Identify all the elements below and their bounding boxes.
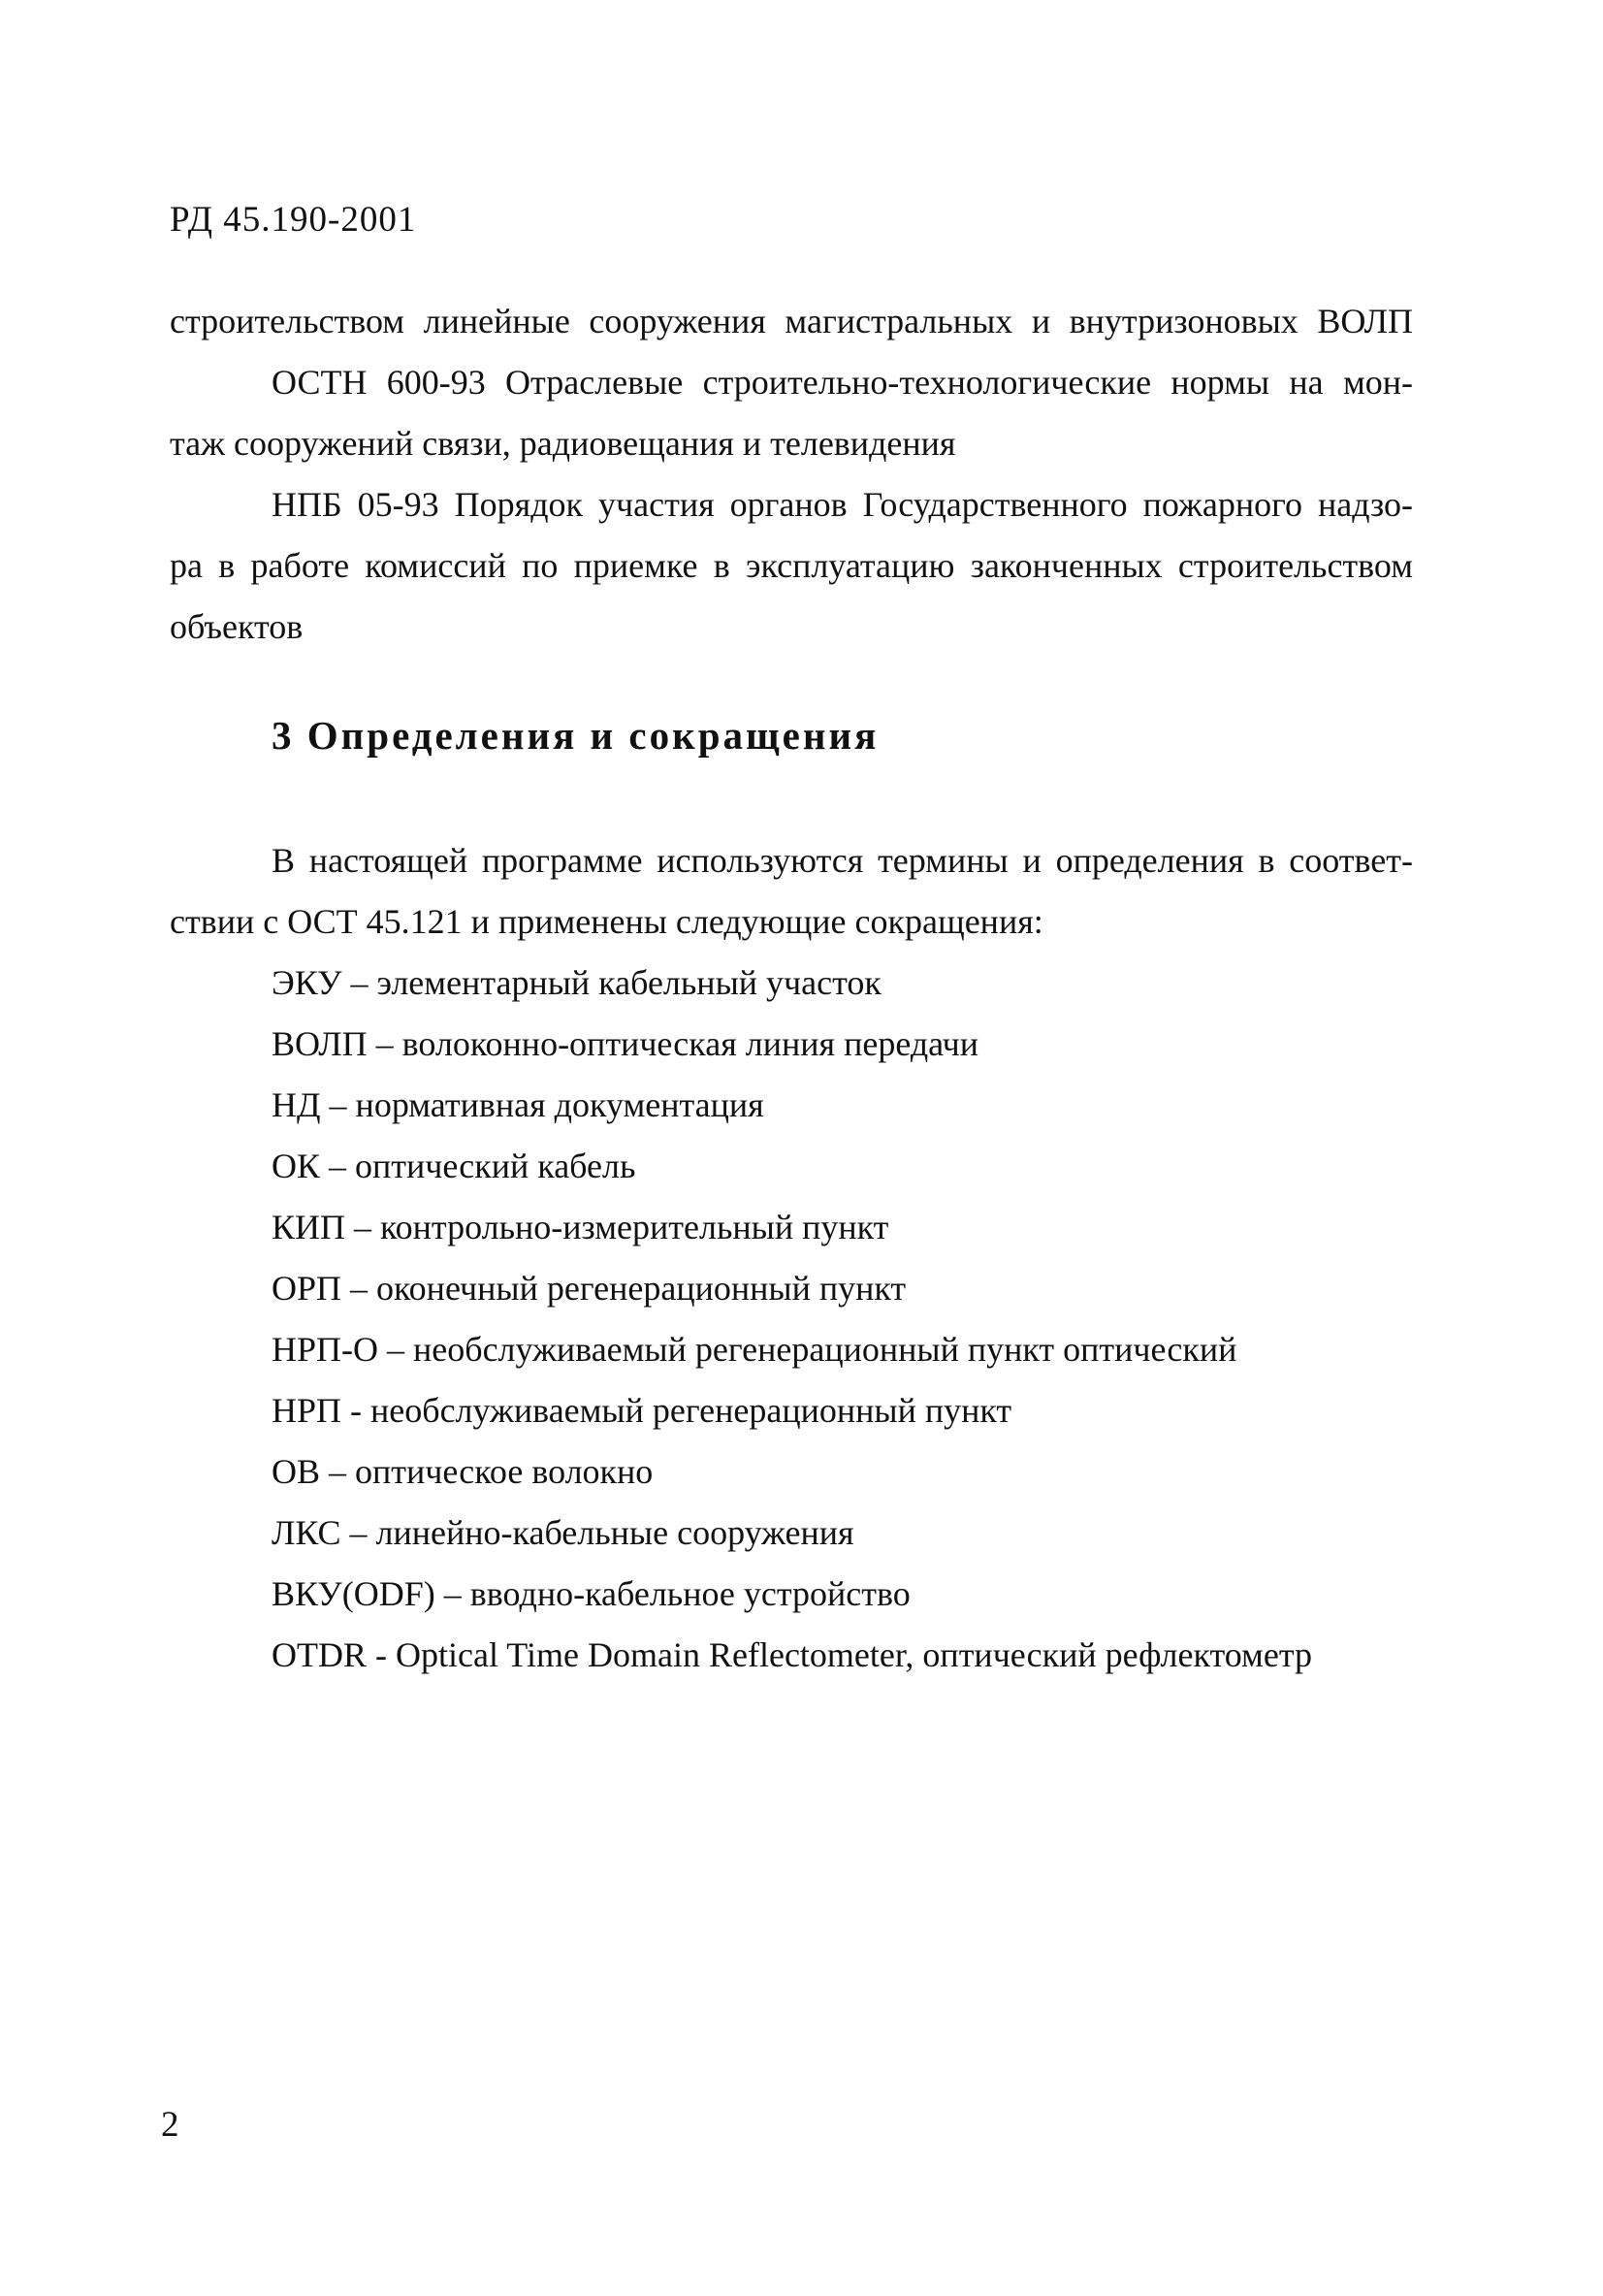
reference-line: ОСТН 600-93 Отраслевые строительно-технологические нормы на мон- bbox=[272, 363, 1413, 402]
intro-line: ствии с ОСТ 45.121 и применены следующие сокращения: bbox=[170, 902, 1043, 941]
reference-line: строительством линейные сооружения магистральных и внутризоновых ВОЛП bbox=[170, 302, 1413, 340]
abbreviation-item: НРП - необслуживаемый регенерационный пункт bbox=[272, 1391, 1012, 1430]
intro-line: В настоящей программе используются термины и определения в соответ- bbox=[272, 841, 1413, 880]
normative-references bbox=[170, 291, 1413, 658]
abbreviation-item: ЭКУ – элементарный кабельный участок bbox=[272, 963, 882, 1002]
reference-line: таж сооружений связи, радиовещания и телевидения bbox=[170, 424, 956, 463]
abbreviation-item: НД – нормативная документация bbox=[272, 1085, 764, 1124]
abbreviation-item: КИП – контрольно-измерительный пункт bbox=[272, 1208, 889, 1246]
abbreviation-item: ОРП – оконечный регенерационный пункт bbox=[272, 1269, 907, 1308]
reference-line: объектов bbox=[170, 607, 304, 646]
abbreviation-item: ВОЛП – волоконно-оптическая линия передачи bbox=[272, 1024, 979, 1063]
section-intro bbox=[170, 830, 1413, 953]
abbreviation-item: ВКУ(ODF) – вводно-кабельное устройство bbox=[272, 1574, 911, 1613]
abbreviation-item: ОК – оптический кабель bbox=[272, 1147, 636, 1185]
document-code: РД 45.190-2001 bbox=[170, 200, 417, 240]
reference-line: ра в работе комиссий по приемке в эксплуатацию законченных строительством bbox=[170, 546, 1413, 585]
page-number: 2 bbox=[161, 2105, 179, 2145]
abbreviation-item: НРП-О – необслуживаемый регенерационный пункт оптический bbox=[272, 1330, 1237, 1369]
abbreviation-item: ЛКС – линейно-кабельные сооружения bbox=[272, 1513, 854, 1552]
abbreviation-item: OTDR - Optical Time Domain Reflectometer, оптический рефлектометр bbox=[272, 1635, 1312, 1674]
section-heading: 3 Определения и сокращения bbox=[272, 713, 880, 758]
abbreviation-list bbox=[272, 953, 1312, 1686]
abbreviation-item: ОВ – оптическое волокно bbox=[272, 1452, 654, 1491]
reference-line: НПБ 05-93 Порядок участия органов Государственного пожарного надзо- bbox=[272, 485, 1413, 524]
